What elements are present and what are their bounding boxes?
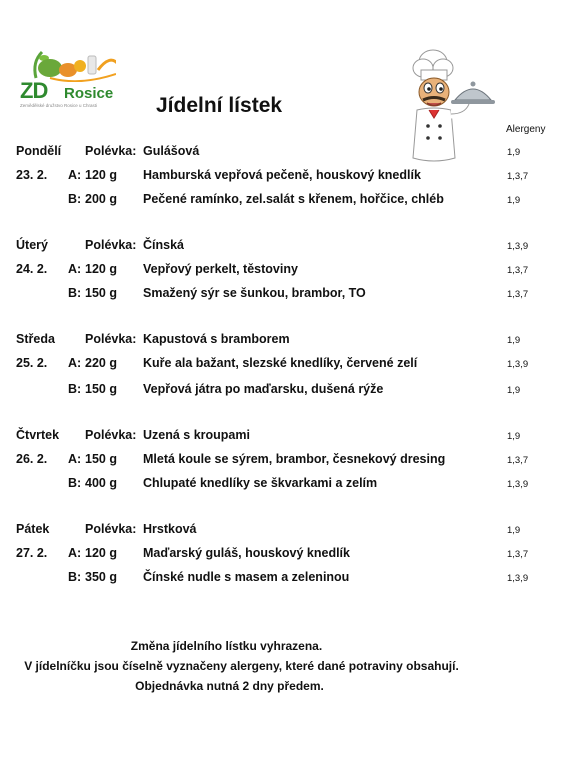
chef-icon: [395, 48, 503, 166]
meal-code: B:: [68, 476, 82, 490]
meal-name: Smažený sýr se šunkou, brambor, TO: [143, 286, 366, 300]
meal-code: B:: [68, 286, 82, 300]
meal-allergens: 1,3,7: [507, 265, 529, 276]
soup-name: Hrstková: [143, 522, 197, 536]
day-date: 24. 2.: [16, 262, 48, 276]
soup-label: Polévka:: [85, 428, 137, 442]
meal-allergens: 1,3,7: [507, 549, 529, 560]
meal-code: A:: [68, 168, 82, 182]
meal-code: A:: [68, 452, 82, 466]
meal-code: B:: [68, 382, 82, 396]
logo-emblem-icon: [30, 48, 116, 82]
day-name: Středa: [16, 332, 55, 346]
soup-allergens: 1,9: [507, 147, 521, 158]
soup-allergens: 1,9: [507, 525, 521, 536]
meal-weight: 400 g: [85, 476, 117, 490]
meal-weight: 150 g: [85, 382, 117, 396]
footer-line: Změna jídelního lístku vyhrazena.: [130, 639, 323, 653]
meal-name: Maďarský guláš, houskový knedlík: [143, 546, 350, 560]
meal-allergens: 1,3,7: [507, 455, 529, 466]
meal-weight: 120 g: [85, 168, 117, 182]
soup-allergens: 1,3,9: [507, 241, 529, 252]
logo-main-text: ZD: [20, 78, 48, 103]
meal-name: Vepřová játra po maďarsku, dušená rýže: [143, 382, 384, 396]
meal-allergens: 1,3,7: [507, 289, 529, 300]
meal-allergens: 1,3,9: [507, 479, 529, 490]
meal-name: Chlupaté knedlíky se škvarkami a zelím: [143, 476, 378, 490]
footer-line: Objednávka nutná 2 dny předem.: [135, 679, 324, 693]
company-logo: [20, 48, 116, 106]
soup-name: Čínská: [143, 238, 184, 252]
meal-allergens: 1,9: [507, 385, 521, 396]
day-name: Pondělí: [16, 144, 62, 158]
day-date: 23. 2.: [16, 168, 48, 182]
meal-code: A:: [68, 546, 82, 560]
meal-weight: 220 g: [85, 356, 117, 370]
meal-weight: 200 g: [85, 192, 117, 206]
soup-label: Polévka:: [85, 238, 137, 252]
meal-name: Mletá koule se sýrem, brambor, česnekový dresing: [143, 452, 446, 466]
soup-name: Gulášová: [143, 144, 200, 158]
meal-code: B:: [68, 192, 82, 206]
meal-weight: 120 g: [85, 262, 117, 276]
meal-name: Hamburská vepřová pečeně, houskový knedlík: [143, 168, 421, 182]
soup-label: Polévka:: [85, 144, 137, 158]
meal-code: A:: [68, 356, 82, 370]
day-date: 27. 2.: [16, 546, 48, 560]
meal-allergens: 1,9: [507, 195, 521, 206]
day-name: Pátek: [16, 522, 50, 536]
meal-allergens: 1,3,9: [507, 573, 529, 584]
soup-name: Uzená s kroupami: [143, 428, 250, 442]
logo-tagline: Zemědělské družstvo Rosice u Chrasti: [20, 103, 98, 108]
day-date: 26. 2.: [16, 452, 48, 466]
meal-weight: 150 g: [85, 452, 117, 466]
meal-allergens: 1,3,9: [507, 359, 529, 370]
soup-label: Polévka:: [85, 332, 137, 346]
day-name: Úterý: [16, 238, 48, 252]
page-title: Jídelní lístek: [156, 94, 283, 117]
day-name: Čtvrtek: [16, 428, 60, 442]
footer-line: V jídelníčku jsou číselně vyznačeny alergeny, které dané potraviny obsahují.: [24, 659, 459, 673]
soup-label: Polévka:: [85, 522, 137, 536]
day-date: 25. 2.: [16, 356, 48, 370]
meal-code: B:: [68, 570, 82, 584]
meal-name: Kuře ala bažant, slezské knedlíky, červené zelí: [143, 356, 418, 370]
meal-name: Pečené ramínko, zel.salát s křenem, hořčice, chléb: [143, 192, 444, 206]
soup-allergens: 1,9: [507, 431, 521, 442]
soup-name: Kapustová s bramborem: [143, 332, 290, 346]
allergen-column-header: Alergeny: [506, 124, 546, 135]
meal-name: Vepřový perkelt, těstoviny: [143, 262, 298, 276]
meal-code: A:: [68, 262, 82, 276]
meal-weight: 120 g: [85, 546, 117, 560]
meal-allergens: 1,3,7: [507, 171, 529, 182]
meal-name: Čínské nudle s masem a zeleninou: [143, 570, 350, 584]
meal-weight: 350 g: [85, 570, 117, 584]
meal-weight: 150 g: [85, 286, 117, 300]
soup-allergens: 1,9: [507, 335, 521, 346]
logo-sub-text: Rosice: [64, 85, 114, 102]
